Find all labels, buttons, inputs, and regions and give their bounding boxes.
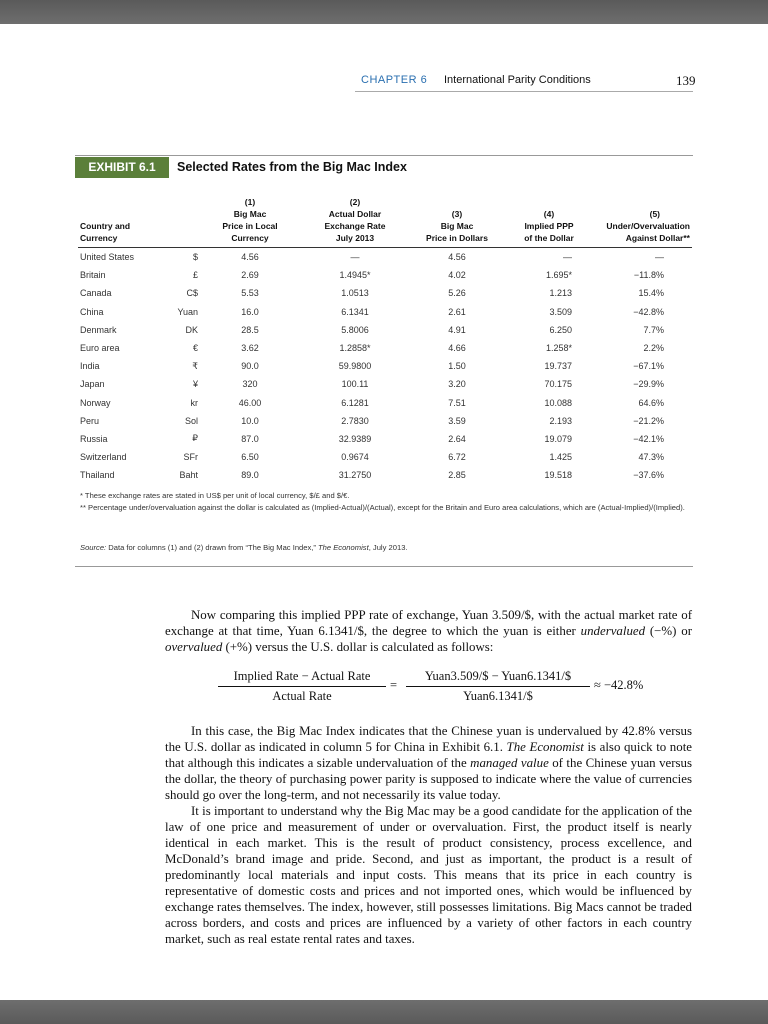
equation-result: ≈ −42.8%: [594, 678, 644, 692]
cell-dollar-price: 2.64: [448, 433, 466, 444]
cell-dollar-price: 2.61: [448, 306, 466, 317]
table-row: [78, 321, 692, 339]
cell-implied-ppp: 6.250: [549, 324, 572, 335]
cell-dollar-price: 2.85: [448, 470, 466, 481]
cell-local-price: 16.0: [241, 306, 259, 317]
cell-country: Britain: [80, 270, 106, 281]
cell-implied-ppp: 19.518: [544, 470, 572, 481]
cell-exchange-rate: 0.9674: [341, 452, 369, 463]
cell-dollar-price: 1.50: [448, 361, 466, 372]
equation-rhs-numerator: Yuan3.509/$ − Yuan6.1341/$: [406, 669, 590, 687]
cell-valuation: 2.2%: [643, 343, 664, 354]
cell-exchange-rate: 59.9800: [338, 361, 372, 372]
col-country-header: Country and Currency: [78, 196, 156, 248]
cell-valuation: −37.6%: [633, 470, 664, 481]
table-row: [78, 339, 692, 357]
cell-valuation: −11.8%: [633, 270, 664, 281]
table-row: [78, 248, 692, 267]
col-2-header: (2) Actual Dollar Exchange Rate July 2013: [300, 196, 410, 248]
cell-currency-symbol: C$: [186, 288, 198, 299]
col-3-header: (3) Big Mac Price in Dollars: [410, 196, 504, 248]
exhibit-title: Selected Rates from the Big Mac Index: [177, 160, 407, 174]
cell-local-price: 4.56: [241, 252, 259, 263]
cell-currency-symbol: ¥: [192, 379, 198, 390]
cell-currency-symbol: $: [192, 252, 198, 263]
viewer-bottom-bar: [0, 1000, 768, 1024]
col-1-header: (1) Big Mac Price in Local Currency: [200, 196, 300, 248]
cell-implied-ppp: 2.193: [549, 415, 572, 426]
exhibit-bottom-rule: [75, 566, 693, 567]
table-row: [78, 466, 692, 484]
cell-local-price: 320: [242, 379, 258, 390]
document-page: [0, 24, 768, 1000]
page-number: 139: [676, 73, 696, 88]
exhibit-top-rule: [75, 155, 693, 156]
cell-valuation: 64.6%: [638, 397, 664, 408]
cell-valuation: —: [655, 252, 664, 263]
paragraph-1: Now comparing this implied PPP rate of exchange, Yuan 3.509/$, with the actual market rate of exchange at that time, Yuan 6.1341/$, the degree to which the yuan is either undervalued (−%) or overvalued (+%) versus the U.S. dollar is calculated as follows:: [165, 608, 692, 654]
table-source: [80, 543, 408, 552]
cell-dollar-price: 7.51: [448, 397, 466, 408]
cell-exchange-rate: 31.2750: [338, 470, 372, 481]
cell-implied-ppp: 1.258*: [545, 343, 572, 354]
cell-country: Thailand: [80, 470, 115, 481]
col-4-header: (4) Implied PPP of the Dollar: [504, 196, 594, 248]
cell-currency-symbol: SFr: [183, 452, 198, 463]
cell-dollar-price: 6.72: [448, 452, 466, 463]
cell-dollar-price: 4.66: [448, 343, 466, 354]
equation-lhs-denominator: Actual Rate: [272, 689, 332, 703]
col-symbol-header: [156, 196, 200, 248]
cell-currency-symbol: £: [192, 270, 198, 281]
cell-exchange-rate: 5.8006: [341, 324, 369, 335]
exhibit-label: EXHIBIT 6.1: [75, 157, 169, 178]
table-row: [78, 303, 692, 321]
table-row: [78, 394, 692, 412]
source-publication: The Economist: [318, 543, 369, 552]
table-row: [78, 448, 692, 466]
cell-valuation: −67.1%: [633, 361, 664, 372]
table-row: [78, 357, 692, 375]
viewer-top-bar: [0, 0, 768, 24]
big-mac-table: [78, 196, 692, 484]
cell-currency-symbol: ₽: [192, 433, 198, 444]
cell-exchange-rate: 1.4945*: [339, 270, 371, 281]
cell-dollar-price: 4.56: [448, 252, 466, 263]
cell-currency-symbol: Yuan: [177, 306, 198, 317]
cell-implied-ppp: 19.737: [544, 361, 572, 372]
chapter-number: CHAPTER 6: [361, 74, 428, 86]
cell-country: Switzerland: [80, 452, 127, 463]
cell-exchange-rate: 1.2858*: [339, 343, 371, 354]
cell-valuation: −42.1%: [633, 433, 664, 444]
valuation-equation: [218, 669, 698, 709]
cell-country: Japan: [80, 379, 105, 390]
table-row: [78, 266, 692, 284]
footnote-valuation: ** Percentage under/overvaluation against the dollar is calculated as (Implied-Actual)/(Actual), except for the Britain and Euro area calculations, which are (Actual-Implied)/(Implied).: [80, 503, 685, 512]
cell-currency-symbol: Baht: [179, 470, 198, 481]
equation-rhs-denominator: Yuan6.1341/$: [463, 689, 533, 703]
cell-currency-symbol: €: [192, 343, 198, 354]
cell-local-price: 6.50: [241, 452, 259, 463]
cell-exchange-rate: 1.0513: [341, 288, 369, 299]
cell-implied-ppp: 19.079: [544, 433, 572, 444]
page-header: [0, 74, 768, 90]
cell-country: Denmark: [80, 324, 117, 335]
paragraph-2: In this case, the Big Mac Index indicates that the Chinese yuan is undervalued by 42.8% versus the U.S. dollar as indicated in column 5 for China in Exhibit 6.1. The Economist is also quick to note that although this indicates a sizable undervaluation of the managed value of the Chinese yuan versus the dollar, the theory of purchasing power parity is supposed to indicate where the value of currencies should go over the long-term, and not necessarily its value today.: [165, 724, 693, 802]
cell-local-price: 89.0: [241, 470, 259, 481]
cell-exchange-rate: —: [350, 252, 360, 263]
cell-local-price: 3.62: [241, 343, 259, 354]
cell-country: Peru: [80, 415, 100, 426]
table-row: [78, 375, 692, 393]
cell-implied-ppp: —: [563, 252, 572, 263]
cell-exchange-rate: 6.1341: [341, 306, 369, 317]
paragraph-3: It is important to understand why the Big Mac may be a good candidate for the application of the law of one price and measurement of under or overvaluation. First, the product itself is nearly identical in each market. This is the result of product consistency, process excellence, and McDonald’s brand image and pride. Second, and just as important, the product is a result of predominantly local materials and input costs. This means that its price in each country is representative of domestic costs and prices and not imported ones, which would be influenced by exchange rates themselves. The index, however, still possesses limitations. Big Macs cannot be traded across borders, and costs and prices are influenced by a variety of other factors in each country market, such as real estate rental rates and taxes.: [165, 804, 692, 946]
equation-lhs-fraction: [218, 669, 386, 704]
cell-local-price: 10.0: [241, 415, 259, 426]
cell-exchange-rate: 32.9389: [338, 433, 372, 444]
cell-implied-ppp: 3.509: [549, 306, 572, 317]
cell-implied-ppp: 1.425: [549, 452, 572, 463]
cell-local-price: 2.69: [241, 270, 259, 281]
cell-dollar-price: 3.59: [448, 415, 466, 426]
cell-dollar-price: 4.91: [448, 324, 466, 335]
cell-local-price: 28.5: [241, 324, 259, 335]
equation-rhs-fraction: [406, 669, 590, 704]
cell-dollar-price: 4.02: [448, 270, 466, 281]
cell-valuation: 7.7%: [643, 324, 664, 335]
cell-country: Norway: [80, 397, 111, 408]
equation-lhs-numerator: Implied Rate − Actual Rate: [218, 669, 386, 687]
equation-equals: =: [390, 678, 398, 692]
cell-valuation: −42.8%: [633, 306, 664, 317]
footnote-exchange-rates: * These exchange rates are stated in US$ per unit of local currency, $/£ and $/€.: [80, 491, 350, 500]
source-label: Source:: [80, 543, 107, 552]
cell-country: China: [80, 306, 104, 317]
cell-country: Russia: [80, 433, 108, 444]
table-footnotes: [80, 490, 692, 514]
col-5-header: (5) Under/Overvaluation Against Dollar**: [594, 196, 692, 248]
table-body: [78, 248, 692, 485]
cell-exchange-rate: 100.11: [341, 379, 369, 390]
cell-valuation: −29.9%: [633, 379, 664, 390]
cell-country: Euro area: [80, 343, 120, 354]
cell-implied-ppp: 70.175: [544, 379, 572, 390]
cell-local-price: 5.53: [241, 288, 259, 299]
cell-implied-ppp: 10.088: [544, 397, 572, 408]
cell-country: India: [80, 361, 100, 372]
cell-valuation: −21.2%: [633, 415, 664, 426]
cell-implied-ppp: 1.695*: [545, 270, 572, 281]
header-rule: [355, 91, 693, 92]
cell-currency-symbol: ₹: [192, 360, 198, 371]
source-date: , July 2013.: [368, 543, 408, 552]
cell-valuation: 47.3%: [638, 452, 664, 463]
cell-exchange-rate: 6.1281: [341, 397, 369, 408]
table-header-row: [78, 196, 692, 248]
cell-local-price: 46.00: [238, 397, 262, 408]
cell-currency-symbol: DK: [185, 324, 198, 335]
cell-local-price: 87.0: [241, 433, 259, 444]
cell-currency-symbol: kr: [190, 397, 198, 408]
chapter-title: International Parity Conditions: [444, 74, 591, 86]
cell-dollar-price: 5.26: [448, 288, 466, 299]
cell-currency-symbol: Sol: [184, 415, 198, 426]
cell-implied-ppp: 1.213: [549, 288, 572, 299]
table-row: [78, 430, 692, 448]
cell-exchange-rate: 2.7830: [341, 415, 369, 426]
table-row: [78, 284, 692, 302]
cell-country: United States: [80, 252, 135, 263]
source-text: Data for columns (1) and (2) drawn from “The Big Mac Index,”: [106, 543, 319, 552]
cell-dollar-price: 3.20: [448, 379, 466, 390]
table-row: [78, 412, 692, 430]
cell-local-price: 90.0: [241, 361, 259, 372]
cell-country: Canada: [80, 288, 112, 299]
cell-valuation: 15.4%: [638, 288, 664, 299]
